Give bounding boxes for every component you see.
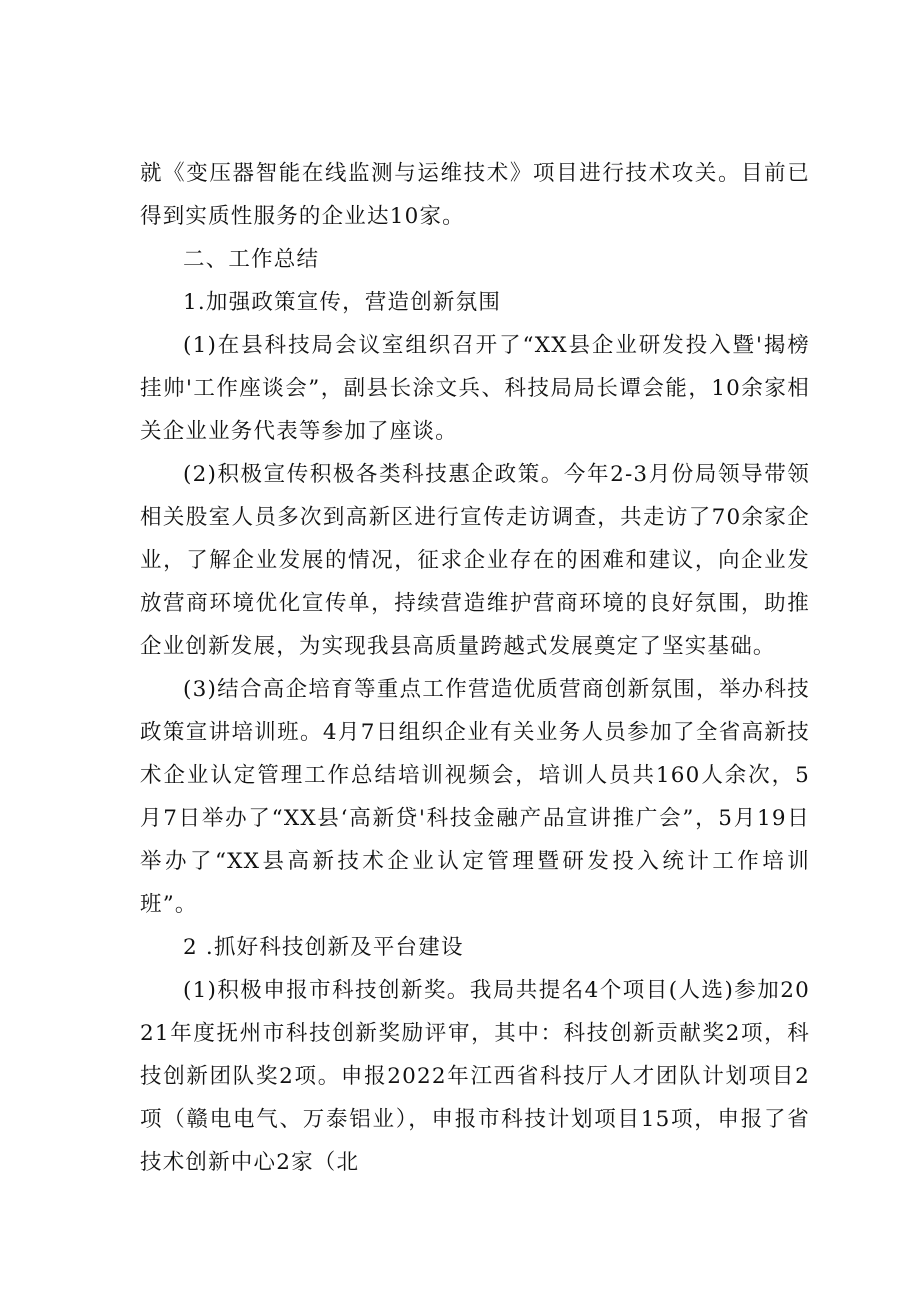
- paragraph-item-2-policy-visits: (2)积极宣传积极各类科技惠企政策。今年2-3月份局领导带领相关股室人员多次到高新区进行宣传走访调查，共走访了70余家企业，了解企业发展的情况，征求企业存在的困难和建议，向企业发放营商环境优化宣传单，持续营造维护营商环境的良好氛围，助推企业创新发展，为实现我县高质量跨越式发展奠定了坚实基础。: [140, 462, 810, 659]
- section-heading-work-summary: 二、工作总结: [183, 247, 320, 272]
- paragraph-item-1-symposium: (1)在县科技局会议室组织召开了“XX县企业研发投入暨'揭榜挂帅'工作座谈会”，副县长涂文兵、科技局局长谭会能，10余家相关企业业务代表等参加了座谈。: [140, 333, 810, 444]
- paragraph-continuation: 就《变压器智能在线监测与运维技术》项目进行技术攻关。目前已得到实质性服务的企业达10家。: [140, 161, 810, 229]
- paragraph-item-3-training: (3)结合高企培育等重点工作营造优质营商创新氛围，举办科技政策宣讲培训班。4月7日组织企业有关业务人员参加了全省高新技术企业认定管理工作总结培训视频会，培训人员共160人余次，5月7日举办了“XX县‘高新贷'科技金融产品宣讲推广会”，5月19日举办了“XX县高新技术企业认定管理暨研发投入统计工作培训班”。: [140, 677, 810, 917]
- paragraph-item-1-innovation-award: (1)积极申报市科技创新奖。我局共提名4个项目(人选)参加2021年度抚州市科技创新奖励评审，其中：科技创新贡献奖2项，科技创新团队奖2项。申报2022年江西省科技厅人才团队计划项目2项（赣电电气、万泰铝业），申报市科技计划项目15项，申报了省技术创新中心2家（北: [140, 978, 810, 1175]
- subsection-heading-policy-promotion: 1.加强政策宣传，营造创新氛围: [183, 290, 502, 315]
- subsection-heading-innovation-platform: 2 .抓好科技创新及平台建设: [183, 935, 464, 960]
- document-body: [140, 152, 810, 1184]
